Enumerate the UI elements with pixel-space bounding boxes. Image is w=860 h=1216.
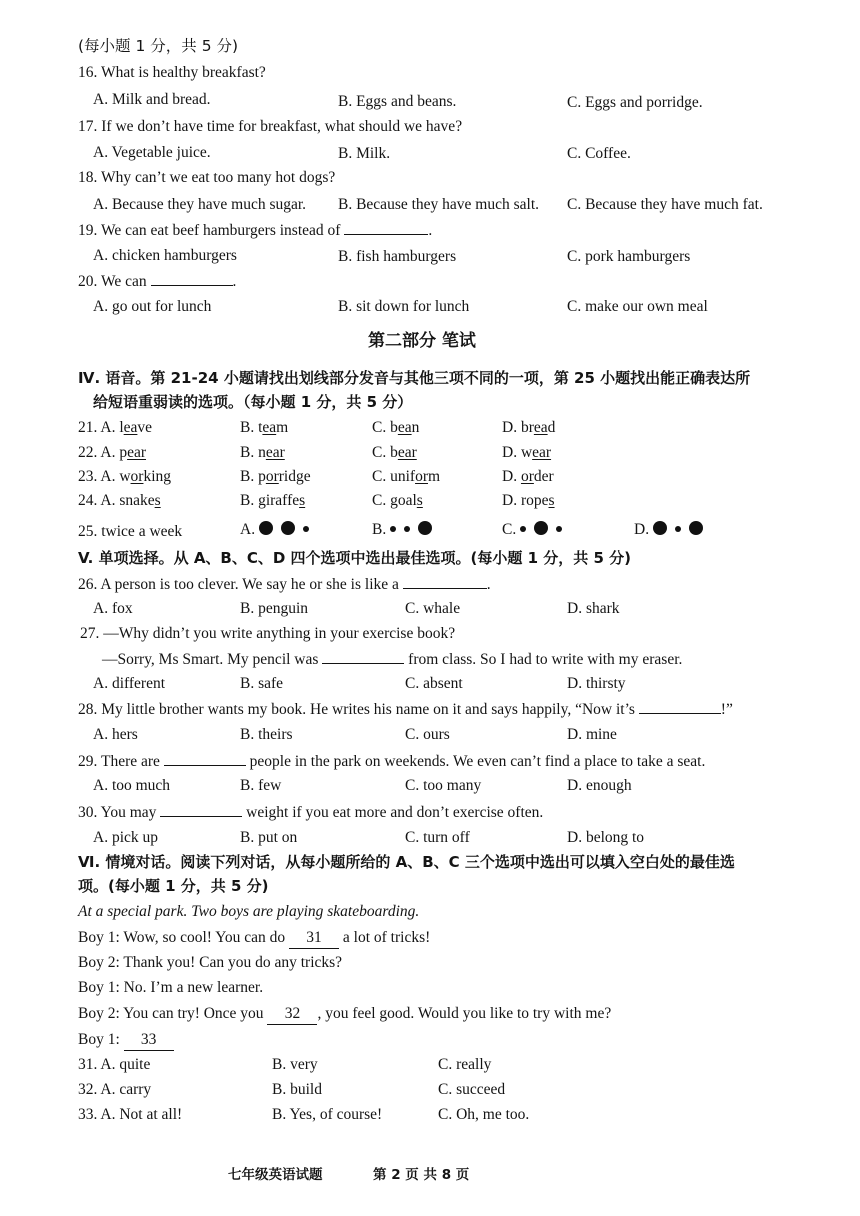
- q27-option-a[interactable]: A. different: [93, 675, 166, 692]
- stress-weak-icon: [404, 526, 410, 532]
- dialogue-heading-line2: 项。(每小题 1 分，共 5 分): [78, 877, 269, 895]
- q16-option-a[interactable]: A. Milk and bread.: [93, 91, 211, 108]
- q19-option-c[interactable]: C. pork hamburgers: [567, 248, 691, 265]
- q29-option-b[interactable]: B. few: [240, 777, 282, 794]
- blank-33[interactable]: 33: [124, 1030, 174, 1051]
- q30-blank[interactable]: [160, 802, 242, 817]
- q33-option-c[interactable]: C. Oh, me too.: [438, 1106, 530, 1123]
- q28-blank[interactable]: [639, 699, 721, 714]
- q26-option-d[interactable]: D. shark: [567, 600, 620, 617]
- q17-option-c[interactable]: C. Coffee.: [567, 145, 631, 162]
- stress-weak-icon: [556, 526, 562, 532]
- dialogue-scene: At a special park. Two boys are playing skateboarding.: [78, 903, 420, 920]
- single-choice-heading: V. 单项选择。从 A、B、C、D 四个选项中选出最佳选项。(每小题 1 分，共 5 分): [78, 549, 632, 567]
- q27-line2-post: from class. So I had to write with my eraser.: [408, 651, 683, 668]
- q25-label-b: B.: [372, 521, 387, 538]
- footer-subject: 七年级英语试题: [228, 1167, 323, 1183]
- q18-option-c[interactable]: C. Because they have much fat.: [567, 196, 763, 213]
- q32-option-b[interactable]: B. build: [272, 1081, 322, 1098]
- q29-option-c[interactable]: C. too many: [405, 777, 482, 794]
- q26-blank[interactable]: [403, 574, 487, 589]
- dialogue-line-1-post: a lot of tricks!: [342, 929, 431, 946]
- q24-option-b[interactable]: B. giraffes: [240, 492, 306, 509]
- q30-option-c[interactable]: C. turn off: [405, 829, 470, 846]
- phonetics-heading-line1: Ⅳ. 语音。第 21-24 小题请找出划线部分发音与其他三项不同的一项，第 25 小题找出能正确表达所: [78, 369, 751, 387]
- stress-strong-icon: [281, 521, 295, 535]
- q18-stem: 18. Why can’t we eat too many hot dogs?: [78, 169, 336, 186]
- q20-stem-text: 20. We can: [78, 273, 147, 290]
- q22-option-a[interactable]: 22. A. pear: [78, 444, 147, 461]
- q29-option-a[interactable]: A. too much: [93, 777, 171, 794]
- q21-option-c[interactable]: C. bean: [372, 419, 420, 436]
- q16-option-c[interactable]: C. Eggs and porridge.: [567, 94, 703, 111]
- stress-strong-icon: [534, 521, 548, 535]
- q19-stem-end: .: [428, 222, 433, 239]
- q20-option-b[interactable]: B. sit down for lunch: [338, 298, 470, 315]
- q26-stem-end: .: [486, 576, 491, 593]
- q23-option-d[interactable]: D. order: [502, 468, 554, 485]
- footer-page-number: 第 2 页 共 8 页: [373, 1167, 470, 1183]
- q22-option-c[interactable]: C. bear: [372, 444, 417, 461]
- q22-option-d[interactable]: D. wear: [502, 444, 552, 461]
- q31-option-b[interactable]: B. very: [272, 1056, 318, 1073]
- q18-option-b[interactable]: B. Because they have much salt.: [338, 196, 540, 213]
- phonetics-heading-line2: 给短语重弱读的选项。（每小题 1 分，共 5 分）: [93, 393, 413, 411]
- stress-weak-icon: [303, 526, 309, 532]
- q27-option-c[interactable]: C. absent: [405, 675, 463, 692]
- q27-line2-pre: —Sorry, Ms Smart. My pencil was: [102, 651, 319, 668]
- q30-option-a[interactable]: A. pick up: [93, 829, 159, 846]
- q25-option-d[interactable]: [634, 520, 707, 540]
- q25-stem: 25. twice a week: [78, 523, 183, 540]
- q33-option-b[interactable]: B. Yes, of course!: [272, 1106, 383, 1123]
- q19-stem: [78, 220, 432, 241]
- score-note: (每小题 1 分，共 5 分): [78, 37, 239, 55]
- q32-option-c[interactable]: C. succeed: [438, 1081, 506, 1098]
- q20-blank[interactable]: [151, 271, 233, 286]
- q23-option-a[interactable]: 23. A. working: [78, 468, 172, 485]
- blank-31[interactable]: 31: [289, 928, 339, 949]
- q30-option-d[interactable]: D. belong to: [567, 829, 645, 846]
- q22-option-b[interactable]: B. near: [240, 444, 285, 461]
- q20-stem-end: .: [232, 273, 237, 290]
- dialogue-line-5-pre: Boy 1:: [78, 1031, 120, 1048]
- q29-option-d[interactable]: D. enough: [567, 777, 632, 794]
- q29-stem: [78, 751, 705, 772]
- stress-strong-icon: [418, 521, 432, 535]
- q23-option-c[interactable]: C. uniform: [372, 468, 441, 485]
- q28-stem: [78, 699, 733, 720]
- q31-option-a[interactable]: 31. A. quite: [78, 1056, 151, 1073]
- q30-stem-end: weight if you eat more and don’t exercise often.: [246, 804, 544, 821]
- dialogue-line-3: Boy 1: No. I’m a new learner.: [78, 979, 264, 996]
- q25-option-c[interactable]: [502, 520, 566, 540]
- dialogue-line-1: [78, 928, 430, 949]
- dialogue-line-4-pre: Boy 2: You can try! Once you: [78, 1005, 264, 1022]
- q33-option-a[interactable]: 33. A. Not at all!: [78, 1106, 183, 1123]
- q32-option-a[interactable]: 32. A. carry: [78, 1081, 152, 1098]
- q18-option-a[interactable]: A. Because they have much sugar.: [93, 196, 307, 213]
- q29-stem-end: people in the park on weekends. We even can’t find a place to take a seat.: [249, 753, 706, 770]
- q23-option-b[interactable]: B. porridge: [240, 468, 311, 485]
- q25-option-a[interactable]: [240, 520, 313, 540]
- q26-stem-text: 26. A person is too clever. We say he or she is like a: [78, 576, 399, 593]
- q19-blank[interactable]: [344, 220, 428, 235]
- q31-option-c[interactable]: C. really: [438, 1056, 492, 1073]
- q25-label-c: C.: [502, 521, 517, 538]
- q16-option-b[interactable]: B. Eggs and beans.: [338, 93, 457, 110]
- q27-option-b[interactable]: B. safe: [240, 675, 284, 692]
- stress-strong-icon: [689, 521, 703, 535]
- q21-option-b[interactable]: B. team: [240, 419, 289, 436]
- dialogue-line-4: [78, 1004, 611, 1025]
- q28-option-c[interactable]: C. ours: [405, 726, 450, 743]
- part-two-title: 第二部分 笔试: [368, 331, 476, 351]
- stress-strong-icon: [259, 521, 273, 535]
- dialogue-line-4-post: , you feel good. Would you like to try with me?: [317, 1005, 612, 1022]
- q26-option-b[interactable]: B. penguin: [240, 600, 309, 617]
- q17-option-a[interactable]: A. Vegetable juice.: [93, 144, 211, 161]
- q28-option-b[interactable]: B. theirs: [240, 726, 293, 743]
- q25-option-b[interactable]: [372, 520, 436, 540]
- q29-stem-text: 29. There are: [78, 753, 160, 770]
- q20-stem: [78, 271, 236, 292]
- q19-stem-text: 19. We can eat beef hamburgers instead of: [78, 222, 341, 239]
- q16-stem: 16. What is healthy breakfast?: [78, 64, 266, 81]
- q25-label-d: D.: [634, 521, 650, 538]
- q28-option-a[interactable]: A. hers: [93, 726, 138, 743]
- q19-option-b[interactable]: B. fish hamburgers: [338, 248, 457, 265]
- q26-stem: [78, 574, 491, 595]
- stress-strong-icon: [653, 521, 667, 535]
- q24-option-a[interactable]: 24. A. snakes: [78, 492, 161, 509]
- stress-weak-icon: [675, 526, 681, 532]
- q21-option-a[interactable]: 21. A. leave: [78, 419, 153, 436]
- stress-weak-icon: [520, 526, 526, 532]
- dialogue-heading-line1: Ⅵ. 情境对话。阅读下列对话，从每小题所给的 A、B、C 三个选项中选出可以填入空白处的最佳选: [78, 853, 735, 871]
- q20-option-a[interactable]: A. go out for lunch: [93, 298, 212, 315]
- q17-stem: 17. If we don’t have time for breakfast, what should we have?: [78, 118, 463, 135]
- blank-32[interactable]: 32: [267, 1004, 317, 1025]
- q29-blank[interactable]: [164, 751, 246, 766]
- q25-label-a: A.: [240, 521, 256, 538]
- dialogue-line-1-pre: Boy 1: Wow, so cool! You can do: [78, 929, 286, 946]
- q27-line2: [102, 649, 682, 670]
- q30-stem: [78, 802, 543, 823]
- q26-option-a[interactable]: A. fox: [93, 600, 133, 617]
- q17-option-b[interactable]: B. Milk.: [338, 145, 391, 162]
- q20-option-c[interactable]: C. make our own meal: [567, 298, 708, 315]
- q28-option-d[interactable]: D. mine: [567, 726, 617, 743]
- q30-stem-text: 30. You may: [78, 804, 157, 821]
- dialogue-line-5: [78, 1030, 174, 1051]
- q27-blank[interactable]: [322, 649, 404, 664]
- q27-line1: 27. —Why didn’t you write anything in your exercise book?: [80, 625, 456, 642]
- q30-option-b[interactable]: B. put on: [240, 829, 298, 846]
- q27-option-d[interactable]: D. thirsty: [567, 675, 626, 692]
- q21-option-d[interactable]: D. bread: [502, 419, 556, 436]
- q19-option-a[interactable]: A. chicken hamburgers: [93, 247, 237, 264]
- q24-option-c[interactable]: C. goals: [372, 492, 423, 509]
- q28-stem-end: !”: [720, 701, 733, 718]
- dialogue-line-2: Boy 2: Thank you! Can you do any tricks?: [78, 954, 343, 971]
- q28-stem-text: 28. My little brother wants my book. He writes his name on it and says happily, “Now it’s: [78, 701, 635, 718]
- q26-option-c[interactable]: C. whale: [405, 600, 461, 617]
- stress-weak-icon: [390, 526, 396, 532]
- q24-option-d[interactable]: D. ropes: [502, 492, 555, 509]
